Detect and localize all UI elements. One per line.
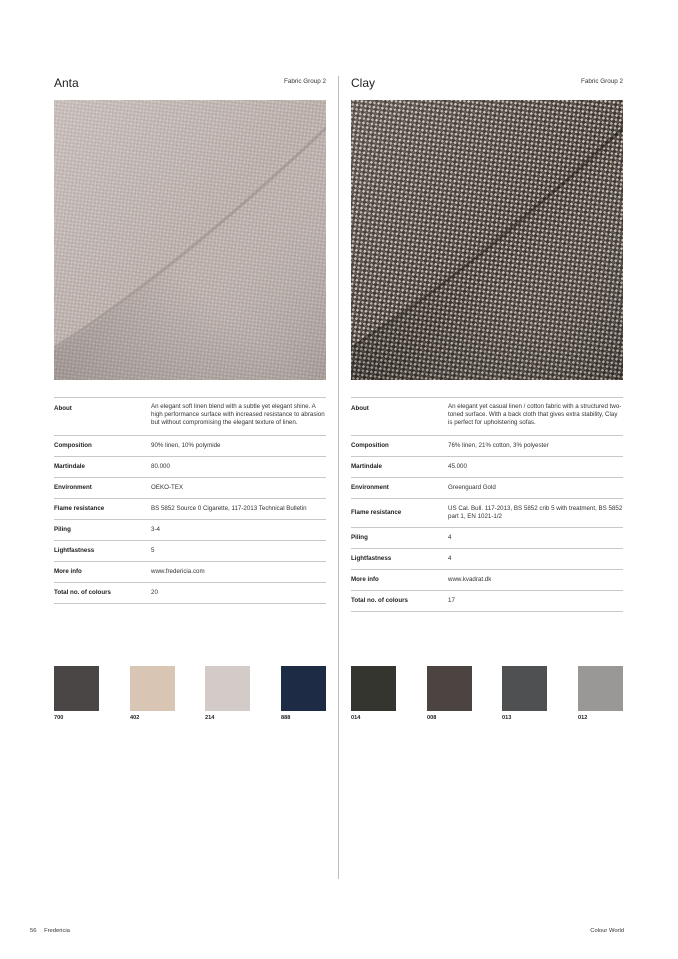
fabric-group: Fabric Group 2 (581, 78, 623, 85)
spec-row-environment (54, 478, 326, 499)
fabric-name: Anta (54, 76, 79, 90)
spec-label: Piling (351, 534, 368, 541)
swatch-code: 013 (502, 715, 512, 721)
colour-swatch[interactable] (54, 666, 99, 721)
spec-row-environment (351, 478, 623, 499)
swatch-code: 014 (351, 715, 361, 721)
spec-value: 4 (448, 555, 452, 562)
spec-row-martindale (351, 457, 623, 478)
column-divider (338, 76, 339, 879)
spec-label: Martindale (54, 463, 85, 470)
spec-label: Total no. of colours (351, 597, 408, 604)
spec-value: An elegant soft linen blend with a subtle yet elegant shine. A high performance surface with increased resistance to abrasion but without compromising the elegant texture of linen. (151, 403, 325, 426)
spec-label: Composition (54, 442, 92, 449)
fabric-clay-column (351, 76, 623, 721)
colour-swatches (351, 666, 623, 736)
swatch-chip (502, 666, 547, 711)
fabric-group: Fabric Group 2 (284, 78, 326, 85)
swatch-code: 402 (130, 715, 140, 721)
spec-label: About (351, 405, 369, 412)
spec-value-link[interactable]: www.kvadrat.dk (448, 576, 492, 583)
spec-label: Lightfastness (54, 547, 95, 554)
colour-swatch[interactable] (578, 666, 623, 721)
spec-value: 76% linen, 21% cotton, 3% polyester (448, 442, 549, 449)
swatch-code: 888 (281, 715, 291, 721)
spec-label: More info (54, 568, 82, 575)
spec-label: Composition (351, 442, 389, 449)
swatch-chip (578, 666, 623, 711)
spec-value: 4 (448, 534, 452, 541)
spec-table (54, 397, 326, 604)
section-title: Colour World (590, 928, 624, 934)
swatch-chip (427, 666, 472, 711)
swatch-chip (54, 666, 99, 711)
spec-label: More info (351, 576, 379, 583)
fabric-header (351, 76, 623, 100)
fabric-header (54, 76, 326, 100)
swatch-chip (130, 666, 175, 711)
spec-value: 80.000 (151, 463, 170, 470)
spec-value: 90% linen, 10% polymide (151, 442, 221, 449)
spec-row-composition (54, 436, 326, 457)
spec-label: Piling (54, 526, 71, 533)
swatch-code: 214 (205, 715, 215, 721)
spec-row-flame-resistance (351, 499, 623, 528)
spec-row-piling (351, 528, 623, 549)
spec-value: 20 (151, 589, 158, 596)
swatch-chip (281, 666, 326, 711)
colour-swatch[interactable] (351, 666, 396, 721)
swatch-chip (351, 666, 396, 711)
spec-row-more-info (351, 570, 623, 591)
fabric-anta-column (54, 76, 326, 721)
page-number: 56 (30, 928, 37, 934)
page-footer-left (30, 928, 70, 934)
colour-swatch[interactable] (502, 666, 547, 721)
spec-value-link[interactable]: www.fredericia.com (151, 568, 205, 575)
spec-label: Total no. of colours (54, 589, 111, 596)
spec-label: Martindale (351, 463, 382, 470)
spec-value: 5 (151, 547, 155, 554)
colour-swatch[interactable] (205, 666, 250, 721)
spec-row-total-colours (351, 591, 623, 612)
spec-row-about (351, 398, 623, 436)
spec-label: Flame resistance (351, 509, 402, 516)
spec-row-total-colours (54, 583, 326, 604)
colour-swatch[interactable] (281, 666, 326, 721)
spec-value: 3-4 (151, 526, 160, 533)
colour-swatch[interactable] (427, 666, 472, 721)
spec-label: Lightfastness (351, 555, 392, 562)
spec-row-more-info (54, 562, 326, 583)
spec-row-lightfastness (54, 541, 326, 562)
spec-row-martindale (54, 457, 326, 478)
fabric-photo (351, 100, 623, 380)
spec-value: 17 (448, 597, 455, 604)
spec-table (351, 397, 623, 612)
spec-label: Flame resistance (54, 505, 105, 512)
spec-label: About (54, 405, 72, 412)
spec-value: 45.000 (448, 463, 467, 470)
fabric-name: Clay (351, 76, 376, 90)
spec-row-about (54, 398, 326, 436)
spec-value: BS 5852 Source 0 Cigarette, 117-2013 Technical Bulletin (151, 505, 307, 512)
swatch-chip (205, 666, 250, 711)
swatch-code: 700 (54, 715, 64, 721)
spec-value: OEKO-TEX (151, 484, 183, 491)
spec-row-lightfastness (351, 549, 623, 570)
spec-row-piling (54, 520, 326, 541)
spec-row-flame-resistance (54, 499, 326, 520)
swatch-code: 008 (427, 715, 437, 721)
spec-row-composition (351, 436, 623, 457)
colour-swatch[interactable] (130, 666, 175, 721)
spec-value: An elegant yet casual linen / cotton fabric with a structured two-toned surface. With a back cloth that gives extra stability, Clay is perfect for upholstering sofas. (448, 403, 622, 426)
fabric-photo (54, 100, 326, 380)
spec-label: Environment (351, 484, 389, 491)
brand-name: Fredericia (44, 928, 70, 934)
spec-value: Greenguard Gold (448, 484, 496, 491)
swatch-code: 012 (578, 715, 588, 721)
colour-swatches (54, 666, 326, 736)
spec-label: Environment (54, 484, 92, 491)
spec-value: US Cal. Bull. 117-2013, BS 5852 crib 5 with treatment, BS 5852 part 1, EN 1021-1/2 (448, 505, 623, 520)
